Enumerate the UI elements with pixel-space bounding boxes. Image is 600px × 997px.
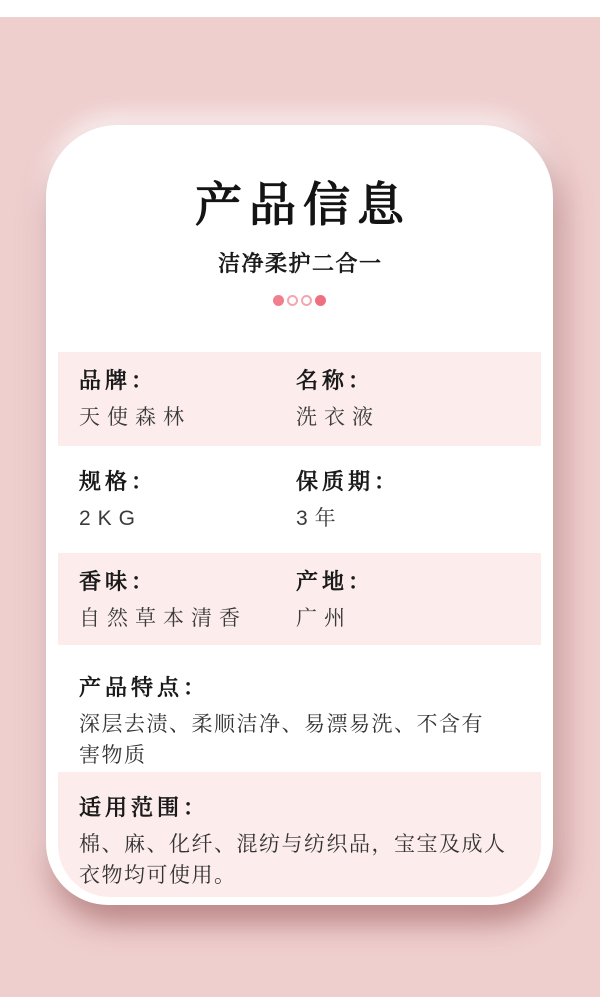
field-value: 天使森林 [79, 405, 191, 429]
info-row-brand-name [58, 352, 541, 446]
carousel-dot-icon[interactable] [287, 295, 298, 306]
field-value: 洗衣液 [296, 405, 380, 429]
field-value: 3年 [296, 506, 343, 530]
field-value: 深层去渍、柔顺洁净、易漂易洗、不含有害物质 [79, 712, 484, 768]
field-label: 产品特点： [79, 675, 210, 700]
field-scent [79, 567, 296, 645]
field-label: 规格： [79, 469, 158, 494]
field-shelf-life [296, 467, 520, 553]
info-row-features [58, 645, 541, 772]
field-label: 保质期： [296, 469, 401, 494]
product-info-card [46, 125, 553, 905]
info-rows [46, 352, 553, 897]
field-label: 适用范围： [79, 795, 210, 820]
field-value: 广州 [296, 606, 352, 630]
field-label: 产地： [296, 569, 375, 594]
card-header [46, 125, 553, 352]
carousel-dots [46, 295, 553, 306]
field-origin [296, 567, 520, 645]
field-label: 品牌： [79, 368, 158, 393]
info-row-applicable-range [58, 772, 541, 897]
info-row-spec-shelflife [58, 446, 541, 553]
field-brand [79, 366, 296, 446]
field-spec [79, 467, 296, 553]
field-value: 棉、麻、化纤、混纺与纺织品，宝宝及成人衣物均可使用。 [79, 832, 507, 888]
carousel-dot-icon[interactable] [301, 295, 312, 306]
page-subtitle: 洁净柔护二合一 [217, 250, 383, 276]
page-title: 产品信息 [195, 178, 411, 231]
field-value: 2KG [79, 506, 143, 530]
top-white-strip [0, 0, 600, 17]
field-label: 名称： [296, 368, 375, 393]
carousel-dot-icon[interactable] [273, 295, 284, 306]
carousel-dot-icon[interactable] [315, 295, 326, 306]
info-row-scent-origin [58, 553, 541, 645]
field-name [296, 366, 520, 446]
field-value: 自然草本清香 [79, 606, 247, 630]
field-label: 香味： [79, 569, 158, 594]
